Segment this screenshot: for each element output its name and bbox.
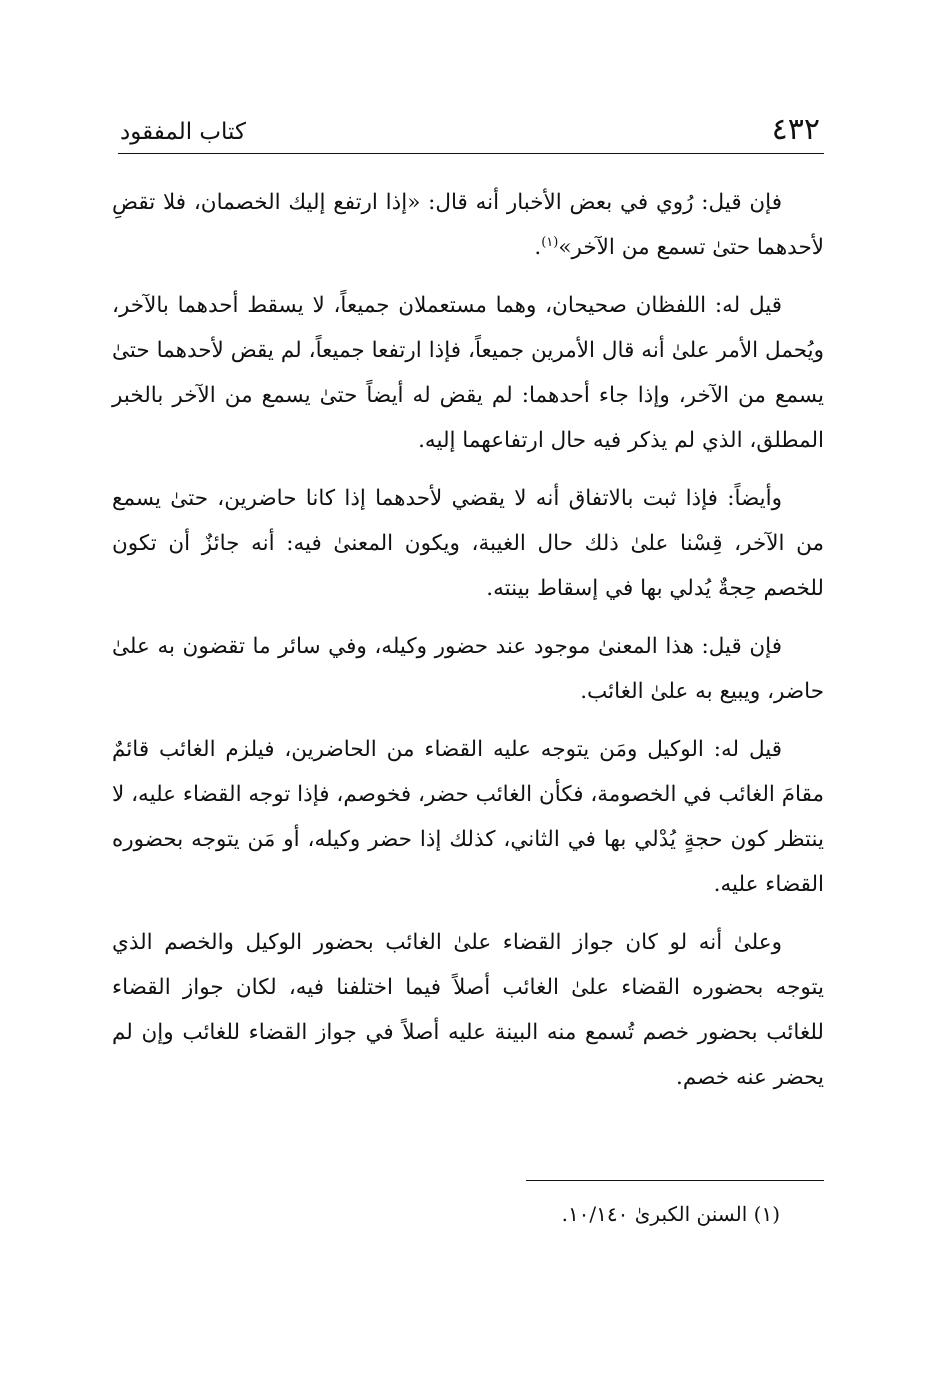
paragraph: قيل له: اللفظان صحيحان، وهما مستعملان جميعاً، لا يسقط أحدهما بالآخر، ويُحمل الأمر علىٰ أنه قال الأمرين جميعاً، فإذا ارتفعا جميعاً، لم يقض لأحدهما حتىٰ يسمع من الآخر، وإذا جاء أحدهما: لم يقض له أيضاً حتىٰ يسمع من الآخر بالخبر المطلق، الذي لم يذكر فيه حال ارتفاعهما إليه.: [112, 293, 824, 453]
footnote-reference: (١): [541, 234, 559, 250]
paragraph: وعلىٰ أنه لو كان جواز القضاء علىٰ الغائب بحضور الوكيل والخصم الذي يتوجه بحضوره القضاء علىٰ الغائب أصلاً فيما اختلفنا فيه، لكان جواز القضاء للغائب بحضور خصم تُسمع منه البينة عليه أصلاً في جواز القضاء للغائب وإن لم يحضر عنه خصم.: [112, 930, 824, 1090]
footnote: (١) السنن الكبرىٰ ١٠/١٤٠.: [561, 1202, 780, 1226]
running-title: كتاب المفقود: [120, 119, 246, 145]
paragraph: وأيضاً: فإذا ثبت بالاتفاق أنه لا يقضي لأحدهما إذا كانا حاضرين، حتىٰ يسمع من الآخر، قِسْنا علىٰ ذلك حال الغيبة، ويكون المعنىٰ فيه: أنه جائزٌ أن تكون للخصم حِجةٌ يُدلي بها في إسقاط بينته.: [112, 486, 824, 601]
paragraph-text: فإن قيل: رُوي في بعض الأخبار أنه قال: «إذا ارتفع إليك الخصمان، فلا تقضِ لأحدهما حتىٰ تسمع من الآخر»: [112, 190, 824, 260]
paragraph: قيل له: الوكيل ومَن يتوجه عليه القضاء من الحاضرين، فيلزم الغائب قائمٌ مقامَ الغائب في الخصومة، فكأن الغائب حضر، فخوصم، فإذا توجه القضاء عليه، لا ينتظر كون حجةٍ يُدْلي بها في الثاني، كذلك إذا حضر وكيله، أو مَن يتوجه بحضوره القضاء عليه.: [112, 737, 824, 897]
footnote-separator: [526, 1180, 824, 1181]
body-text: [112, 180, 824, 1113]
paragraph: فإن قيل: هذا المعنىٰ موجود عند حضور وكيله، وفي سائر ما تقضون به علىٰ حاضر، ويبيع به علىٰ الغائب.: [112, 634, 824, 704]
page-header: [118, 112, 824, 152]
paragraph-tail: .: [534, 235, 542, 260]
paragraph: [112, 180, 824, 270]
page-number: ٤٣٢: [771, 112, 820, 147]
header-rule: [118, 153, 824, 154]
